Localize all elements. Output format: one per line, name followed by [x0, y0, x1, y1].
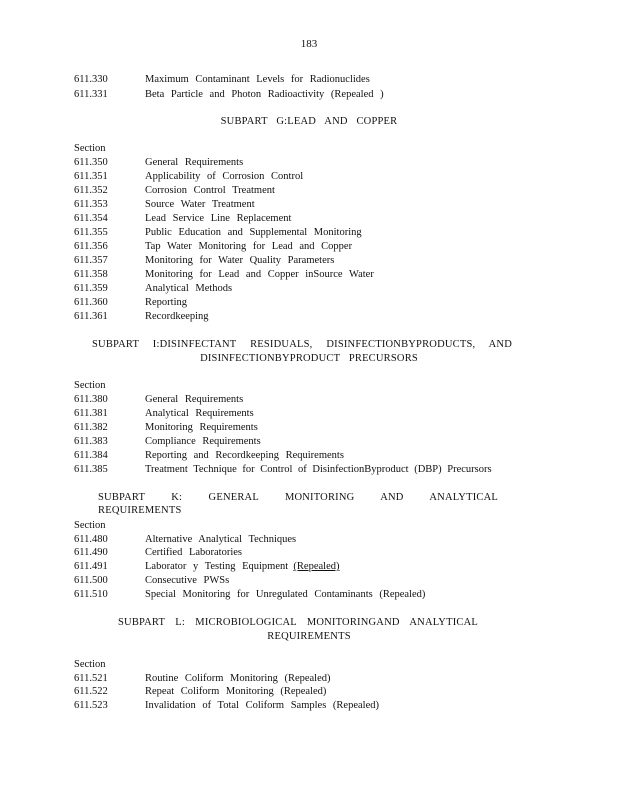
section-title: Consecutive PWSs [145, 575, 230, 586]
section-title: Applicability of Corrosion Control [145, 171, 304, 182]
section-number: 611.490 [74, 547, 108, 558]
toc-entry [74, 435, 261, 448]
section-number: 611.381 [74, 408, 108, 419]
section-number: 611.522 [74, 686, 108, 697]
toc-entry [74, 212, 291, 225]
section-number: 611.354 [74, 213, 108, 224]
toc-entry [74, 296, 187, 309]
section-number: 611.383 [74, 436, 108, 447]
section-title: Monitoring for Water Quality Parameters [145, 255, 335, 266]
section-title: Lead Service Line Replacement [145, 213, 292, 224]
section-title: Corrosion Control Treatment [145, 185, 275, 196]
section-title: Special Monitoring for Unregulated Contaminants (Repealed) [145, 589, 426, 600]
section-number: 611.356 [74, 241, 108, 252]
section-number: 611.480 [74, 534, 108, 545]
section-label: Section [74, 380, 106, 391]
section-title: General Requirements [145, 157, 244, 168]
toc-entry [74, 240, 352, 253]
toc-entry [74, 449, 344, 462]
section-title: Compliance Requirements [145, 436, 261, 447]
page-number: 183 [300, 38, 318, 50]
section-number: 611.355 [74, 227, 108, 238]
subpart-g-heading: SUBPART G:LEAD AND COPPER [220, 116, 398, 127]
toc-entry [74, 685, 326, 698]
section-number: 611.510 [74, 589, 108, 600]
section-title: Certified Laboratories [145, 547, 243, 558]
toc-entry [74, 184, 275, 197]
section-number: 611.359 [74, 283, 108, 294]
section-label: Section [74, 659, 106, 670]
section-number: 611.350 [74, 157, 108, 168]
toc-entry [74, 73, 370, 86]
section-number: 611.361 [74, 311, 108, 322]
section-title: Monitoring for Lead and Copper inSource Water [145, 269, 374, 280]
section-title: Routine Coliform Monitoring (Repealed) [145, 673, 331, 684]
section-number: 611.523 [74, 700, 108, 711]
section-number: 611.352 [74, 185, 108, 196]
section-title: Beta Particle and Photon Radioactivity (Repealed ) [145, 89, 384, 100]
section-number: 611.331 [74, 89, 108, 100]
section-number: 611.360 [74, 297, 108, 308]
section-title: Analytical Requirements [145, 408, 254, 419]
toc-entry [74, 699, 379, 712]
section-number: 611.357 [74, 255, 108, 266]
section-label: Section [74, 143, 106, 154]
section-title: Invalidation of Total Coliform Samples (Repealed) [145, 700, 379, 711]
toc-entry [74, 156, 243, 169]
subpart-l-heading-line2: REQUIREMENTS [267, 631, 351, 642]
toc-entry [74, 393, 243, 406]
section-number: 611.491 [74, 561, 108, 572]
subpart-i-heading-line1: SUBPART I:DISINFECTANT RESIDUALS, DISINFECTIONBYPRODUCTS, AND [92, 339, 512, 350]
section-number: 611.330 [74, 74, 108, 85]
subpart-i-heading-line2: DISINFECTIONBYPRODUCT PRECURSORS [200, 353, 418, 364]
section-title: Reporting and Recordkeeping Requirements [145, 450, 344, 461]
section-title: Recordkeeping [145, 311, 209, 322]
section-title: Reporting [145, 297, 187, 308]
section-number: 611.351 [74, 171, 108, 182]
toc-entry [74, 672, 331, 685]
section-title: Public Education and Supplemental Monitoring [145, 227, 362, 238]
toc-entry [74, 560, 351, 573]
section-title: Analytical Methods [145, 283, 233, 294]
section-title: Monitoring Requirements [145, 422, 258, 433]
section-number: 611.384 [74, 450, 108, 461]
toc-entry [74, 407, 254, 420]
toc-entry [74, 254, 334, 267]
toc-entry [74, 463, 492, 476]
section-title: General Requirements [145, 394, 244, 405]
section-title: Repeat Coliform Monitoring (Repealed) [145, 686, 327, 697]
section-number: 611.382 [74, 422, 108, 433]
section-number: 611.358 [74, 269, 108, 280]
toc-entry [74, 282, 232, 295]
section-number: 611.380 [74, 394, 108, 405]
toc-entry [74, 226, 362, 239]
subpart-l-heading-line1: SUBPART L: MICROBIOLOGICAL MONITORINGAND ANALYTICAL [118, 617, 478, 628]
toc-entry [74, 198, 255, 211]
section-number: 611.521 [74, 673, 108, 684]
section-title: Alternative Analytical Techniques [145, 534, 297, 545]
section-title: Maximum Contaminant Levels for Radionuclides [145, 74, 370, 85]
toc-entry [74, 588, 425, 601]
section-title: Source Water Treatment [145, 199, 255, 210]
section-title: Tap Water Monitoring for Lead and Copper [145, 241, 353, 252]
toc-entry [74, 310, 209, 323]
toc-entry [74, 170, 303, 183]
section-number: 611.353 [74, 199, 108, 210]
toc-entry [74, 533, 296, 546]
toc-entry [74, 546, 242, 559]
toc-entry [74, 421, 258, 434]
subpart-k-heading: SUBPART K: GENERAL MONITORING AND ANALYTICAL REQUIREMENTS [98, 492, 498, 516]
section-number: 611.385 [74, 464, 108, 475]
section-number: 611.500 [74, 575, 108, 586]
repealed-note: (Repealed) [293, 561, 340, 572]
toc-entry [74, 574, 229, 587]
toc-entry [74, 268, 374, 281]
section-title: Laborator y Testing Equipment [145, 561, 289, 572]
section-label: Section [74, 520, 106, 531]
section-title: Treatment Technique for Control of DisinfectionByproduct (DBP) Precursors [145, 464, 492, 475]
toc-entry [74, 88, 384, 101]
